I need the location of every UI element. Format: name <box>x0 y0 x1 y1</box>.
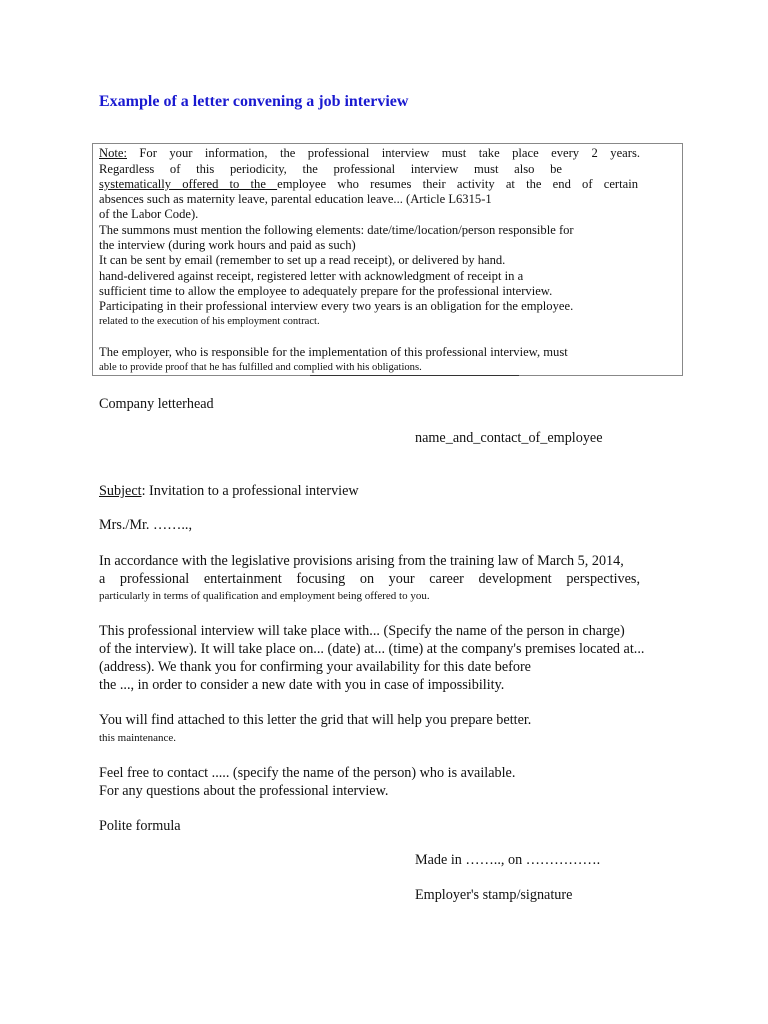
note-line-7: the interview (during work hours and paid as such) <box>99 238 356 252</box>
note-line-5: of the Labor Code). <box>99 207 199 221</box>
note-line-6: The summons must mention the following elements: date/time/location/person responsible for <box>99 223 574 237</box>
note-line-2: Regardless of this periodicity, the professional interview must also be <box>99 162 562 176</box>
paragraph-4-line-1: Feel free to contact ..... (specify the name of the person) who is available. <box>99 765 516 781</box>
note-line-12: related to the execution of his employment contract. <box>99 316 320 327</box>
note-line-3-text: employee who resumes their activity at the end of certain <box>277 177 638 191</box>
recipient-address: name_and_contact_of_employee <box>415 430 603 446</box>
note-label: Note: <box>99 146 127 160</box>
note-line-3-underlined: systematically offered to the <box>99 177 278 191</box>
company-letterhead: Company letterhead <box>99 396 214 412</box>
paragraph-3-line-1: You will find attached to this letter the grid that will help you prepare better. <box>99 712 532 728</box>
note-line-14-text: able to provide proof that he has fulfilled <box>99 362 276 373</box>
note-line-14-underlined: and complied with his obligations. <box>275 362 422 373</box>
paragraph-2-line-4: the ..., in order to consider a new date with you in case of impossibility. <box>99 677 505 693</box>
subject-label: Subject <box>99 483 142 499</box>
note-line-1 <box>99 147 640 160</box>
note-line-8: It can be sent by email (remember to set up a read receipt), or delivered by hand. <box>99 253 506 267</box>
note-line-4: absences such as maternity leave, parental education leave... (Article L6315-1 <box>99 192 492 206</box>
paragraph-2-line-3: (address). We thank you for confirming your availability for this date before <box>99 659 531 675</box>
signature-line: Employer's stamp/signature <box>415 887 573 903</box>
closing-formula: Polite formula <box>99 818 181 834</box>
paragraph-1-line-2: a professional entertainment focusing on your career development perspectives, <box>99 571 640 587</box>
note-line-9: hand-delivered against receipt, registered letter with acknowledgment of receipt in a <box>99 269 524 283</box>
note-line-13: The employer, who is responsible for the implementation of this professional interview, must <box>99 345 568 359</box>
paragraph-1-line-1: In accordance with the legislative provisions arising from the training law of March 5, 2014, <box>99 553 624 569</box>
note-line-1-text: For your information, the professional interview must take place every 2 years. <box>126 146 640 160</box>
note-line-14 <box>99 363 422 374</box>
paragraph-3-line-2: this maintenance. <box>99 732 176 744</box>
note-line-3 <box>99 178 638 191</box>
made-in-line: Made in …….., on ……………. <box>415 852 601 868</box>
document-title: Example of a letter convening a job interview <box>99 93 409 110</box>
subject-line <box>99 484 359 498</box>
paragraph-2-line-2: of the interview). It will take place on... (date) at... (time) at the company's premises located at... <box>99 641 645 657</box>
paragraph-1-line-3: particularly in terms of qualification and employment being offered to you. <box>99 590 430 602</box>
paragraph-2-line-1: This professional interview will take place with... (Specify the name of the person in charge) <box>99 623 625 639</box>
salutation: Mrs./Mr. …….., <box>99 517 193 533</box>
note-line-10: sufficient time to allow the employee to adequately prepare for the professional interview. <box>99 284 553 298</box>
paragraph-4-line-2: For any questions about the professional interview. <box>99 783 389 799</box>
note-underline-rule <box>310 375 519 376</box>
subject-text: : Invitation to a professional interview <box>141 483 359 499</box>
note-line-11: Participating in their professional interview every two years is an obligation for the employee. <box>99 299 574 313</box>
